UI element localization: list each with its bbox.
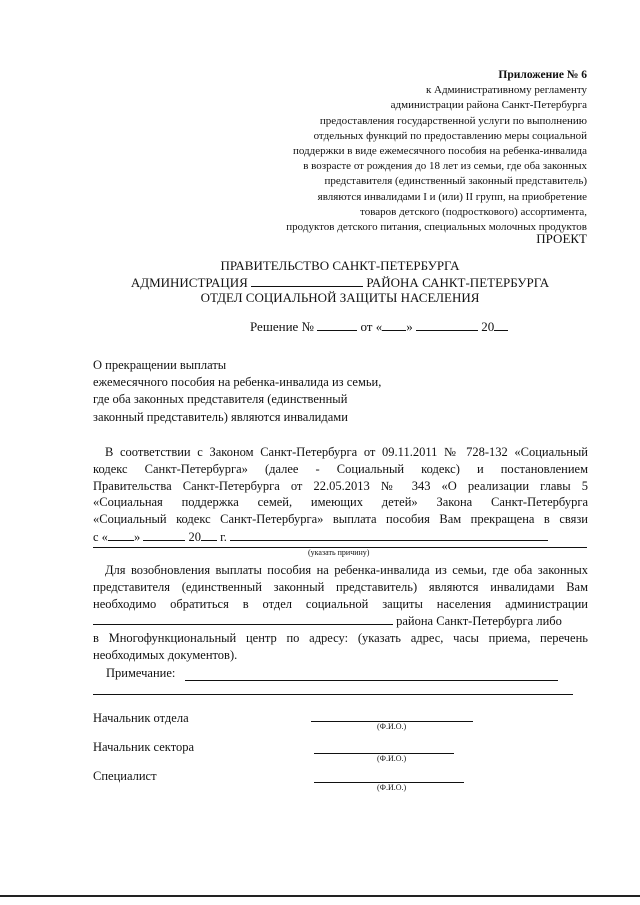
stop-day-field[interactable]: [108, 528, 134, 541]
decision-day-field[interactable]: [382, 318, 406, 331]
decision-label: Решение №: [250, 319, 314, 334]
body1-line: кодекс Санкт-Петербурга» (далее - Социальный кодекс) и постановлением: [93, 461, 588, 476]
decision-number-field[interactable]: [317, 318, 357, 331]
signature-role: Начальник сектора: [93, 740, 195, 754]
appendix-line: отдельных функций по предоставлению меры социальной: [313, 129, 587, 142]
appendix-line: предоставления государственной услуги по выполнению: [319, 114, 587, 127]
appendix-line: представителя (единственный законный представитель): [324, 175, 587, 188]
date-c: с «: [93, 529, 108, 544]
body-paragraph-2: [93, 562, 588, 664]
date-20: 20: [188, 529, 201, 544]
fio-caption: (Ф.И.О.): [377, 722, 407, 731]
appendix-title: Приложение № 6: [498, 69, 587, 81]
subject-line: ежемесячного пособия на ребенка-инвалида из семьи,: [93, 375, 382, 390]
body1-line: В соответствии с Законом Санкт-Петербурга от 09.11.2011 № 728-132 «Социальный: [105, 445, 588, 459]
body2-line: в Многофункциональный центр по адресу: (указать адрес, часы приема, перечень: [93, 631, 588, 646]
date-q: »: [133, 529, 141, 544]
appendix-line: товаров детского (подросткового) ассортимента,: [360, 205, 587, 218]
reason-field-1[interactable]: [230, 528, 548, 541]
header-government: ПРАВИТЕЛЬСТВО САНКТ-ПЕТЕРБУРГА: [220, 258, 460, 273]
fio-caption: (Ф.И.О.): [377, 783, 407, 792]
project-label: ПРОЕКТ: [536, 231, 587, 246]
body1-date-line: [93, 528, 588, 546]
decision-year-prefix: 20: [481, 319, 495, 334]
appendix-block: [227, 68, 587, 235]
subject-block: [93, 357, 381, 426]
subject-line: законный представитель) являются инвалидами: [93, 409, 348, 424]
signature-role: Начальник отдела: [93, 711, 189, 725]
district-field[interactable]: [93, 612, 393, 625]
body2-line: необходимых документов).: [93, 647, 238, 662]
district-name-field[interactable]: [251, 274, 363, 287]
header-department: ОТДЕЛ СОЦИАЛЬНОЙ ЗАЩИТЫ НАСЕЛЕНИЯ: [200, 290, 480, 305]
appendix-line: поддержки в виде ежемесячного пособия на ребенка-инвалида: [292, 145, 587, 158]
header-district-label: РАЙОНА САНКТ-ПЕТЕРБУРГА: [366, 275, 550, 290]
decision-month-field[interactable]: [416, 318, 478, 331]
subject-line: где оба законных представителя (единственный: [93, 392, 348, 407]
stop-month-field[interactable]: [143, 528, 185, 541]
fio-caption: (Ф.И.О.): [377, 754, 407, 763]
body1-line: «Социальная поддержка семей, имеющих детей» Закона Санкт-Петербурга: [93, 495, 588, 510]
reason-caption: (указать причину): [308, 548, 370, 557]
decision-quote-close: »: [406, 319, 413, 334]
note-field-1[interactable]: [185, 680, 558, 681]
appendix-line: к Административному регламенту: [425, 84, 587, 97]
stop-year-field[interactable]: [201, 528, 217, 541]
appendix-line: продуктов детского питания, специальных молочных продуктов: [286, 221, 587, 234]
note-field-2[interactable]: [93, 694, 573, 695]
body2-district-line: [93, 612, 588, 630]
body-paragraph-1: [93, 444, 588, 546]
scan-edge: [0, 895, 640, 897]
body1-line: Правительства Санкт-Петербурга от 22.05.2013 № 343 «О реализации главы 5: [93, 478, 588, 493]
header-administration: [90, 274, 590, 291]
body1-line: «Социальный кодекс Санкт-Петербурга» выплата пособия Вам прекращена в связи: [93, 512, 588, 527]
date-g: г.: [220, 529, 227, 544]
body2-line: представителя (единственный законный представитель) являются инвалидами Вам: [93, 579, 588, 594]
decision-year-field[interactable]: [494, 318, 508, 331]
appendix-line: в возрасте от рождения до 18 лет из семьи, где оба законных: [303, 160, 587, 173]
body2-line: необходимо обратиться в отдел социальной защиты населения администрации: [93, 596, 588, 611]
signature-role: Специалист: [93, 769, 157, 783]
body2-line: Для возобновления выплаты пособия на ребенка-инвалида из семьи, где оба законных: [105, 563, 588, 577]
header-administration-label: АДМИНИСТРАЦИЯ: [130, 275, 248, 290]
body2-district-text: района Санкт-Петербурга либо: [396, 614, 562, 629]
decision-from: от «: [360, 319, 383, 334]
subject-line: О прекращении выплаты: [93, 358, 227, 372]
decision-line: [250, 318, 508, 335]
note-label: Примечание:: [106, 666, 176, 680]
appendix-line: администрации района Санкт-Петербурга: [390, 99, 587, 112]
appendix-line: являются инвалидами I и (или) II групп, на приобретение: [317, 190, 587, 203]
